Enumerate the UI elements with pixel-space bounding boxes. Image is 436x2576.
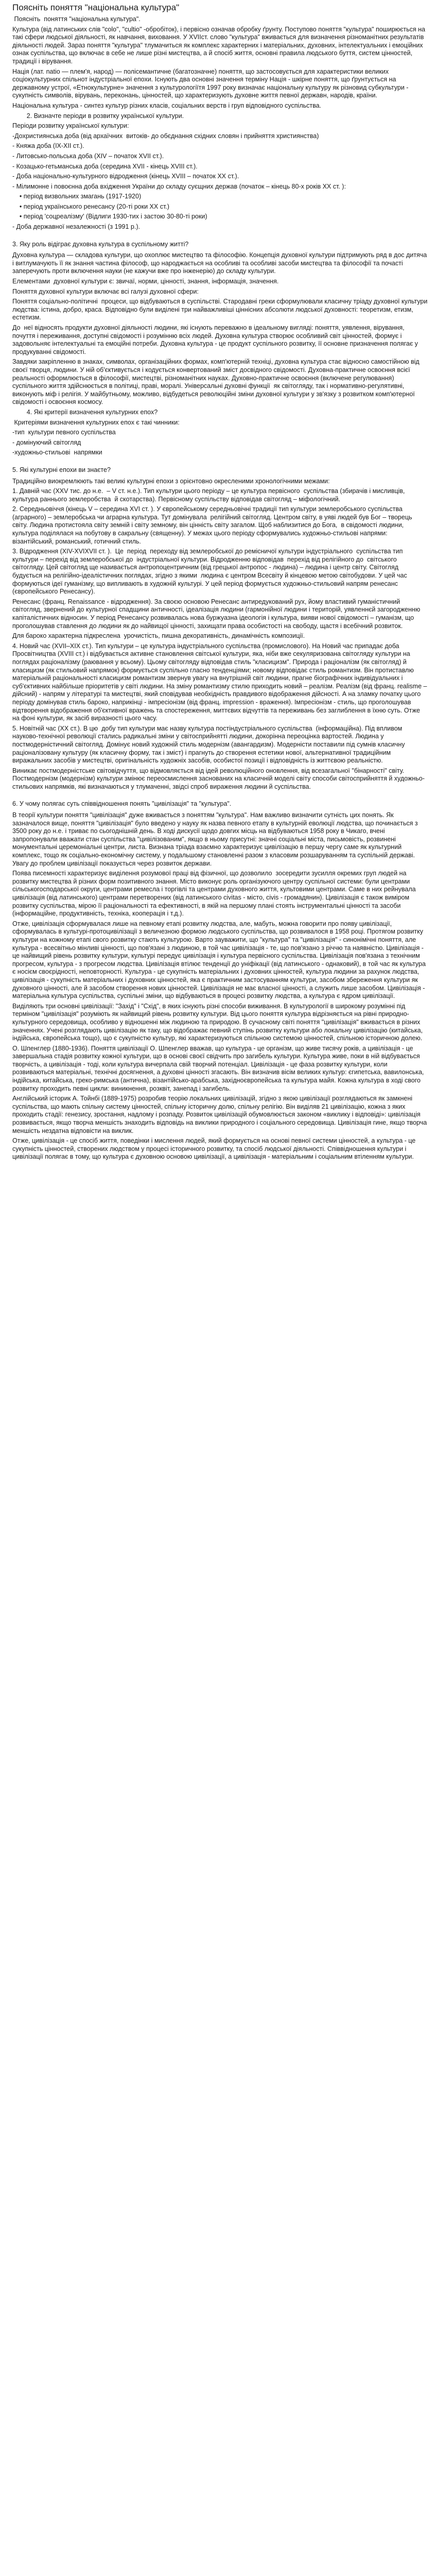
paragraph: До неї відносять продукти духовної діяльності людини, які існують переважно в ідеальному вигляді: поняття, уявлення, вірування, почуття і переживання, доступні свідомості і розумінню всіх людей. Духовна культура створює особливий світ цінностей, формує і задовольняє інтелектуальні та емоційні потреби. Духовна культура - це продукт суспільного розвитку, її основне призначення полягає у продукуванні свідомості. bbox=[12, 324, 420, 355]
paragraph: - Княжа доба (ІХ-ХІІ ст.). bbox=[12, 142, 84, 150]
paragraph: Духовна культура — складова культури, що охоплює мистецтво та філософію. Концепція духовної культури підтримують ряд в дос дитяча і витлумачують її як знання частина філософ, що народжається на особливі та особливі засоби мистецтва та філософії та почасті заперечують проти включення науки (не кажучи вже про інженерію) до складу культури. bbox=[12, 251, 429, 275]
document-section bbox=[12, 241, 428, 457]
paragraph: 3. Відродження (XIV-XVIXVІІ ст. ). Це період переходу від землеробської до ремісничої культури індустріального суспільства тип культури – перехід від землеробської до індустріальної культури. Відродженню відповідав перехід від релігійного до світського світогляду. Цей світогляд ще називається антропоцентричним (від грецької антропос - людина) – людина і центр світу. Світогляд будується на релігійно-ідеалістичних поглядах, згідно з якими людина є центром Всесвіту й кінцевою метою світобудови. У цей час формуються ідеї гуманізму, що випливають в художній культурі. У цей період формується художньо-стильовий напрям ренесанс (європейського Ренесансу). bbox=[12, 548, 409, 596]
document-section bbox=[12, 466, 428, 791]
paragraph: - Доба державної незалежності (з 1991 р.). bbox=[12, 223, 140, 231]
paragraph: - Доба національно-культурного відродження (кінець XVIII – початок XX ст.). bbox=[12, 173, 239, 180]
document-section bbox=[12, 15, 428, 231]
paragraph: -тип культури певного суспільства bbox=[12, 429, 116, 436]
paragraph: 1. Давній час (XXV тис. до н.е. – V ст. н.е.). Тип культури цього періоду – це культура первісного суспільства (збирачів і мисливців, культура раннього землеробства й скотарства). Первісному суспільству відповідав світогляд – міфологічний. bbox=[12, 487, 407, 503]
paragraph: Нація (лат. natio — плем'я, народ) — полісемантичне (багатозначне) поняття, що застосовується для характеристики великих соціокультурних спільнот індустріальної епохи. Існують два основні значення терміну Нація - шкірне поняття, що ґрунтується на державному устрої, «Етнокультурне» значення з культурологіїтя 1997 року визначає національну культуру як різновид субкультури - сукупність символів, вірувань, переконань, цінностей, що характеризують духовне життя певної державн, народів, країни. bbox=[12, 67, 410, 99]
paragraph: Елементами духовної культури є: звичаї, норми, цінності, знання, інформація, значення. bbox=[12, 278, 279, 285]
paragraph: Періоди розвитку української культури: bbox=[12, 122, 129, 130]
paragraph: 5. Новітній час (ХХ ст.). В цю добу тип культури має назву культура постіндустріального суспільства (інформаційна). Під впливом науково-технічної революції стались радикальні зміни у світосприйнятті людини, докорінна переоцінка вартостей. Людина у постмодерністичний світогляд. Домінує новий художній стиль модернізм (авангардизм). Модерністи поставили під сумнів класичну раціоналізовану культуру (як класичну форму, так і зміст) і прагнуть до створення естетики нової, альтернативної традиційним виражальних засобів у мистецтві, оригінальність художніх засобів, особистої позиції і відповідність із життєвою реальністю. bbox=[12, 724, 407, 765]
paragraph: -Дохристиянська доба (від архаїчних витоків- до обєднання східних словян і прийняття християнства) bbox=[12, 132, 319, 140]
paragraph: - домінуючий світогляд bbox=[12, 438, 81, 446]
paragraph: Англійський історик А. Тойнбі (1889-1975) розробив теорію локальних цивілізацій, згідно з якою цивілізації розглядаються як замкнені суспільства, що мають спільну систему цінностей, спільну історичну долю, спільну релігію. Він виділяв 21 цивілізацію, кожна з яких проходить стадії: генезису, зростання, надлому і розпаду. Розвиток цивілізацій обумовлюється законом «виклику і відповіді»: цивілізація розвивається, якщо творча меншість знаходить відповідь на виклики природного і соціального середовища. Цивілізація гине, якщо творча меншість нездатна відповісти на виклик. bbox=[12, 1095, 429, 1134]
paragraph: Поняття духовної культури включає всі галузі духовної сфери: bbox=[12, 287, 199, 295]
paragraph: • період визвольних змагань (1917-1920) bbox=[12, 193, 142, 200]
paragraph: Національна культура - синтез культур різних класів, соціальних верств і груп відповідного суспільства. bbox=[12, 101, 322, 109]
paragraph: О. Шпенглер (1880-1936). Поняття цивілізації О. Шпенглер вважав, що культура - це організм, що живе тисячу років, а цивілізація - це завершальна стадія розвитку кожної культури, що в основі своєї свідчить про загибель культури. Культура живе, поки в ній відбувається творчість, а цивілізація - тоді, коли культура вичерпала свій творчий потенціал. Цивілізація - це фаза розвитку культури, коли розвиваються матеріальні, технічні досягнення, а духовні цінності згасають. Він визначив вісім великих культур: єгипетська, вавилонська, індійська, китайська, греко-римська (антична), візантійсько-арабська, західноєвропейська та культура майя. Кожна культура в ході свого розвитку проходить певні цикли: виникнення, розквіт, занепад і загибель. bbox=[12, 1044, 426, 1092]
paragraph: Завдяки закріпленню в знаках, символах, організаційних формах, комп'ютерній техніці, духовна культура стає відносно самостійною від своєї творця, людини. У ній об'єктивується і кодується конвертований зміст досвідного свідомості. Духовна-практичне освоєння всієї реальності оформлюється в філософії, мистецтві, різноманітних науках. Духовно-практичне освоєння (включене регулювання) суспільного життя здійснюється в політиці, праві, моралі. Універсальні духовні функції як світогляду, так і нормативно-регулятивні, виконують міф і релігія. У майбутньому, можливо, відбудеться революційні зміни духовної культури у зв'язку з розвитком комп'ютерної свідомості і освоєння космосу. bbox=[12, 358, 422, 406]
paragraph: - Мілимонне і повоєнна доба вхідження України до складу суєщних держав (початок – кінець 80-х років XX ст. ): bbox=[12, 182, 346, 190]
paragraph: Поясніть поняття "національна культура". bbox=[12, 15, 141, 23]
document-section bbox=[12, 800, 428, 1161]
paragraph: Виникає постмодерністське світовідчуття, що відмовляється від ідей революційного оновлення, від всезагальної "бінарності" світу. Постмодернізм (модернізм) культури змінює переосмислення заснованих на класичній моделі світу способи світосприйняття й художньо-стильових напрямків, які визначаються у тлумаченні, звідсі спроб вираження людини й суспільства. bbox=[12, 767, 425, 790]
paragraph: Поняття соціально-політичні процеси, що відбуваються в суспільстві. Стародавні греки сформулювали класичну тріаду духовної культури людства: істина, добро, краса. Відповідно були виділені три найважливіші ціннісних абсолюти людської духовності: теоретизм, етизм, естетизм. bbox=[12, 298, 429, 321]
paragraph: Ренесанс (франц. Renaissance - відродження). За своєю основою Ренесанс антиредукований рух, йому властивий гуманістичний світогляд, звернений до культурної спадщини античності, ідеалізація людини (гармонійної людини і територій, уявленнєй загородженню капіталістичних відносин. У період Ренесансу розвивалась нова буржуазна ідеологія і культура, вияви нової свідомості – гуманізм, що проголошував ставлення до людини як до найвищої цінності, захищати права особистості на свободу, щастя і всебічний розвиток. bbox=[12, 598, 422, 630]
paragraph: Отже, цивілізація - це спосіб життя, поведінки і мислення людей, який формується на основі певної системи цінностей, а культура - це сукупність цінностей, створених людством у процесі історичного розвитку, та спосіб людської діяльності. Співвідношення культури і цивілізації полягає в тому, що культура є духовною основою цивілізації, а цивілізація - матеріальним і соціальним втіленням культури. bbox=[12, 1137, 417, 1161]
paragraph: Критеріями визначення культурних епох є такі чинники: bbox=[12, 418, 180, 426]
paragraph: -художньо-стильові напрямки bbox=[12, 449, 102, 456]
paragraph: 2. Середньовіччя (кінець V – середина XVI ст. ). У європейському середньовічні традиції тип культури землеробського суспільства (аграрного) – землеробська чи аграрна культура. Тут домінувала релігійний світогляд. Центром світу, в уяві людей був Бог – творець світу. Людина протистояла світу земній і світу земному, він цінність світу загалом. Щоб наблизитися до Бога, в свідомості людини, культура поділялася на побутову в сакральну (священну). У межах цього періоду сформувались художньо-стильові напрями: візантійський, романський, готичний стиль. bbox=[12, 505, 414, 545]
paragraph: В теорії культури поняття "цивілізація" дуже вживається з поняттям "культура". Нам важливо визначити сутність цих понять. Як зазначалося вище, поняття "цивілізація" було введено у науку як назва певного етапу в культурній еволюції людства, що починається з 3500 року до н.е. і триває по сьогоднішній день. В ході дискусії щодо довгих місць на відбуваються 1958 року в Чикаго, вчені запропонували вважати стан суспільства "цивілізованим", якщо в ньому присутні: значні соціальні міста, письмовість, розвинені монументальні церемоніальні центри, листа. Визнана тріада взаємно характеризує цивілізацію в першу чергу саме як культурний комплекс, тощо як соціально-економічну систему, у подальшому становленні разом з класовим розшаруванням та суспільній державі. Увагу до проблем цивілізації показується через розвиток держави. bbox=[12, 811, 420, 867]
paragraph: Отже, цивілізація сформувалася лише на певному етапі розвитку людства, але, мабуть, можна говорити про появу цивілізації, сформувалась в культурі-протоцивілізації з величезною формою людського суспільства, що розвивалося в 1958 році. Протягом розвитку культури на кожному етапі свого розвитку стають культурою. Варто зауважити, що "культура" та "цивілізація" - синонімічні поняття, але культура - всесвітньо мінливі цінності, що пов'язані з людиною, в той час цивілізація - те, що пов'язано з річчю та наявністю. Цивілізація - це найвищий рівень розвитку культури, культурі передує цивілізація і культура первісного суспільства. Цивілізація пов'язана з технічним прогресом, культура - з прогресом людства. Цивілізація втілює тенденції до уніфікації (від латинського - однаковий), в той час як культура є носієм своєрідності, неповторності. Культура - це сукупність матеріальних і духовних цінностей, культура людини за рахунок людства, цивілізація - сукупність матеріальних і духовних цінностей, яка є практичним застосуванням культури, засобом збереження культури як духовного цінності, але й засобом створення нових цінностей. Цивілізація не має власної цінності, а служить лише засобом. Цивілізація - матеріальна культура суспільства, суспільні зміни, що відбуваються в процесі розвитку людства, а культура є ядром цивілізації. bbox=[12, 920, 428, 1000]
paragraph: Культура (від латинських слів "colo", "cultio" -обробіток), і первісно означав обробку ґрунту. Поступово поняття "культура" поширюється на такі сфери людської діяльності, як навчання, виховання. У XVIIст. слово "культура" вживається для визначення різноманітних результатів діяльності людей. Зараз поняття "культура" тлумачиться як комплекс характерних і матеріальних, духовних, інтелектуальних і емоційних ознак суспільства, що включає в себе не лише різні мистецтва, а й спосіб життя, основні правила людського буття, систем цінностей, традиції і вірування. bbox=[12, 25, 427, 65]
paragraph: • період 'соцреалізму' (Відлиги 1930-тих і застою 30-80-ті роки) bbox=[12, 213, 207, 221]
section-heading: 3. Яку роль відіграє духовна культура в суспільному житті? bbox=[12, 240, 189, 248]
paragraph: - Литовсько-польська доба (XIV – початок XVII ст.). bbox=[12, 152, 164, 160]
paragraph: - Козацько-гетьманська доба (середина XVII - кінець XVIII ст.). bbox=[12, 162, 198, 170]
paragraph: 4. Новий час (XVII–XIX ст.). Тип культури – це культура індустріального суспільства (промислового). На Новий час припадає доба Просвітництва (XVIII ст.) і відбувається активне становлення світської культури, яка, ніби вже секуляризована світогляду культури на поглядах раціоналізму (раювання у всьому). Цьому світогляду відповідав стиль "класицизм". Природа і раціоналізм (як світогляд) й класицизм (як стильовий напрямок) формується суспільно гласно тенденціями; новому відповідає стиль романтизм. Він протиставлю матеріальній раціональності класицизм романтизм звернув увагу на внутрішній світ людини, прагне біографічних індивідуальних і суб'єктивних найбільше пріоритетів у світі людини. На зміну романтизму стилю приходить новий – реалізм. Реалізм (від франц. realisme – дійсний) - напрям у літературі та мистецтві, який сповідував необхідність правдивого відображення дійсності. А на зламку початку цього періоду домінував стиль бароко, наприкінці - імпресіонізм (від франц. impression - враження). Імпресіонізм - стиль, що проголошував відтворення відображення об'єктивної вражень та спостереження, миттєвих відчуттів та переживань без заглиблення в їхню суть. Отже на фоні культури, як засіб виразності цього часу. bbox=[12, 642, 429, 722]
paragraph: • період українського ренесансу (20-ті роки XX ст.) bbox=[12, 202, 169, 210]
section-heading: 6. У чому полягає суть співвідношення понять "цивілізація" та "культура". bbox=[12, 800, 232, 808]
paragraph: Традиційно виокремлюють такі великі культурні епохи з орієнтовно окресленими хронологічними межами: bbox=[12, 477, 330, 485]
document-body bbox=[12, 15, 428, 1161]
paragraph: 2. Визначте періоди в розвитку української культури. bbox=[12, 112, 184, 120]
paragraph: Виділяють три основні цивілізації: "Захід" і "Схід", в яких існують різні способи виживання. В культурології в широкому розумінні під терміном "цивілізація" розуміють як найвищий рівень розвитку культури. Від цього поняття культура відрізняється на рівні природно-культурного середовища, особливо у відношенні між людиною та природою. В сучасному світі поняття "цивілізація" вживається в різних значеннях. Учені розглядають цивілізацію як таку, що відображає певний ступінь розвитку культури або локальну цивілізацію (китайська, індійська, європейська тощо), що є сукупністю культур, які характеризуються спільною системою цінностей, спільною історичною долею. bbox=[12, 1002, 425, 1042]
paragraph: Поява писемності характеризує виділення розумової праці від фізичної, що дозволило зосередити зусилля окремих груп людей на розвитку мистецтва й різних форм позитивного знання. Місто виконує роль організуючого центру суспільної системи: були центрами сільськогосподарської округи, центрами ремесла і торгівлі та центрами духовного життя, культовими центрами. Саме в них рейнувала цивілізація (від латинського) центрами перетворених (від латинського civitas - місто, civis - громадянин). Цивілізація є також виміром розвитку суспільства, мірою її раціональності та ефективності, в якій на першому плані стоять інструментальні цінності та засоби (інформаційне, продуктивність, техніка, кооперація і т.д.). bbox=[12, 870, 418, 918]
paragraph: Для бароко характерна підкреслена урочистість, пишна декоративність, динамічність композиції. bbox=[12, 632, 305, 640]
section-heading: 5. Які культурні епохи ви знаєте? bbox=[12, 466, 111, 473]
paragraph: 4. Які критерії визначення культурних епох? bbox=[12, 408, 158, 416]
document-title: Поясніть поняття "національна культура" bbox=[12, 3, 180, 12]
